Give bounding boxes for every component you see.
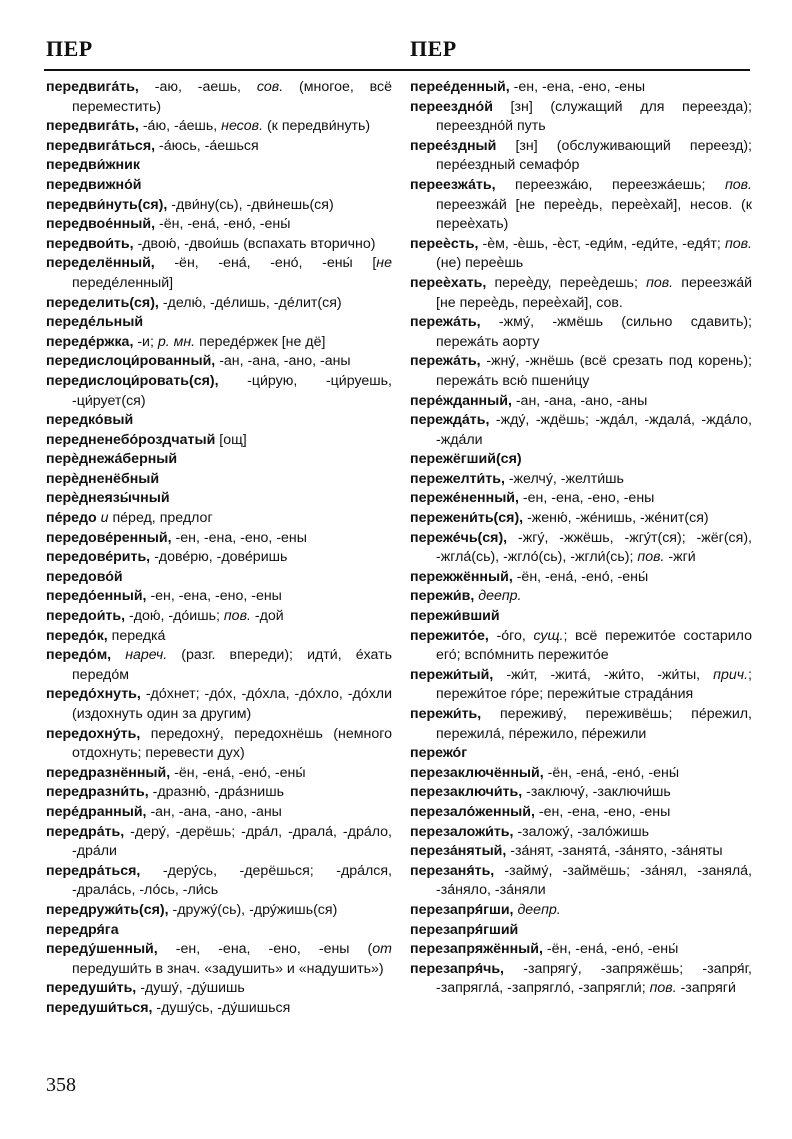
entry-text: [ощ]: [215, 431, 247, 448]
entry-text: -дою́, -до́ишь;: [125, 608, 224, 625]
dictionary-entry: [410, 470, 752, 490]
grammar-label: пов.: [223, 608, 251, 625]
dictionary-entry: [46, 176, 392, 196]
grammar-label: от: [372, 941, 392, 958]
headword: перезаключённый,: [410, 764, 544, 781]
headword: передо́м,: [46, 647, 112, 664]
headword: переделённый,: [46, 255, 155, 272]
dictionary-entry: [46, 587, 392, 607]
grammar-label: пов.: [724, 176, 752, 193]
headword: передохну́ть,: [46, 725, 141, 742]
entry-text: -дви́ну(сь), -дви́нешь(ся): [167, 196, 334, 213]
dictionary-entry: [410, 587, 752, 607]
entry-text: -ан, -ана, -ано, -аны: [511, 392, 648, 409]
dictionary-entry: [410, 921, 752, 941]
dictionary-entry: [46, 783, 392, 803]
entry-text: -дразню́, -дра́знишь: [148, 784, 284, 801]
headword: передвижно́й: [46, 176, 142, 193]
entry-text: передуши́ть в знач. «задушить» и «надушить»): [72, 960, 384, 977]
headword: пережи́вший: [410, 608, 500, 625]
entry-text: -делю́, -де́лишь, -де́лит(ся): [158, 294, 342, 311]
dictionary-entry: [46, 823, 392, 862]
dictionary-entry: [410, 862, 752, 901]
grammar-label: деепр.: [478, 588, 522, 605]
entry-text: -ен, -ена, -ено, -ены: [146, 588, 282, 605]
grammar-label: пов.: [637, 549, 665, 566]
entry-text: -жну́, -жнёшь (всё срезать под корень); пережа́ть всю́ пшени́цу: [436, 353, 752, 389]
entry-text: -дове́рю, -дове́ришь: [150, 549, 288, 566]
headword: переѐхать,: [410, 274, 487, 291]
dictionary-entry: [46, 548, 392, 568]
entry-text: -ён, -ена́, -ено́, -ены́: [170, 764, 306, 781]
headword: передвига́ться,: [46, 137, 156, 154]
dictionary-entry: [46, 333, 392, 353]
entry-text: -желчу́, -желти́шь: [504, 470, 624, 487]
headword: пережито́е,: [410, 627, 489, 644]
headword: передвое́нный,: [46, 216, 156, 233]
headword: передои́ть,: [46, 608, 126, 625]
dictionary-entry: [46, 431, 392, 451]
headword: переде́ржка,: [46, 333, 134, 350]
entry-text: -ан, -ана, -ано, -аны: [215, 353, 351, 370]
headword: перезало́женный,: [410, 803, 535, 820]
grammar-label: пов.: [646, 274, 674, 291]
headword: пережо́г: [410, 745, 468, 762]
headword: передуши́ть,: [46, 980, 137, 997]
entry-text: -деру́сь, -дерёшься; -дра́лся, -драла́сь, -ло́сь, -ли́сь: [72, 862, 392, 899]
entry-text: -жму́, -жмёшь (сильно сдавить); пережа́ть аорту: [436, 314, 752, 350]
dictionary-column-left: [46, 78, 392, 1019]
headword: передове́рить,: [46, 549, 151, 566]
headword: пережа́ть,: [410, 314, 481, 331]
entry-text: -ён, -ена́, -ено́, -ены́: [542, 941, 679, 958]
headword: перее́здный: [410, 137, 497, 154]
entry-text: -ён, -ена́, -ено́, -ены́: [155, 216, 291, 233]
entry-text: переѐду, переѐдешь;: [486, 274, 647, 291]
dictionary-entry: [46, 607, 392, 627]
headword: передра́ться,: [46, 862, 141, 879]
entry-text: -ци́рую, -ци́руешь, -ци́рует(ся): [72, 372, 392, 409]
dictionary-entry: [410, 411, 752, 450]
headword: передуши́ться,: [46, 999, 153, 1016]
entry-text: -заключу́, -заключи́шь: [522, 784, 671, 801]
entry-text: -аю, -аешь,: [138, 79, 257, 95]
dictionary-entry: [410, 235, 752, 274]
dictionary-entry: [410, 901, 752, 921]
entry-text: [зн] (обслуживающий переезд); пере́ездный семафо́р: [436, 137, 752, 174]
headword: переже́чь(ся),: [410, 529, 508, 546]
grammar-label: нареч.: [125, 647, 168, 664]
headword: передвига́ть,: [46, 79, 139, 95]
dictionary-entry: [410, 313, 752, 352]
dictionary-entry: [410, 137, 752, 176]
headword: перезапря́гши,: [410, 901, 514, 918]
dictionary-entry: [46, 940, 392, 979]
headword: пережёгший(ся): [410, 451, 522, 468]
entry-text: -запрягу́, -запряжёшь; -запря́г, -запрягла́, -запрягло́, -запрягли́;: [436, 960, 752, 997]
grammar-label: прич.: [713, 666, 749, 683]
entry-text: [111, 647, 125, 663]
entry-text: -заложу́, -зало́жишь: [513, 823, 649, 840]
entry-text: -ен, -ена, -ено, -ены: [518, 490, 655, 507]
headword: переделить(ся),: [46, 294, 159, 311]
entry-text: ; пережи́тое го́ре; пережи́тые страда́ния: [436, 666, 752, 703]
entry-text: -а́ю, -а́ешь,: [138, 118, 222, 135]
entry-text: -ён, -ена́, -ено́, -ены́ [: [154, 255, 377, 272]
headword: пережени́ть(ся),: [410, 510, 524, 527]
headword: пережда́ть,: [410, 412, 490, 429]
dictionary-entry: [46, 529, 392, 549]
headword: переде́льный: [46, 314, 144, 331]
entry-text: -а́юсь, -а́ешься: [155, 137, 259, 154]
headword: передви́жник: [46, 157, 140, 174]
grammar-label: и: [100, 510, 109, 527]
dictionary-entry: [410, 509, 752, 529]
dictionary-entry: [46, 568, 392, 588]
headword: передвига́ть,: [46, 118, 139, 135]
headword: передове́ренный,: [46, 529, 172, 546]
headword: передо́хнуть,: [46, 686, 141, 703]
headword: перѐднежа́берный: [46, 451, 178, 468]
headword: пере́дранный,: [46, 803, 147, 820]
running-head-left: ПЕР: [46, 36, 93, 61]
dictionary-entry: [46, 156, 392, 176]
dictionary-entry: [410, 842, 752, 862]
dictionary-entry: [410, 352, 752, 391]
entry-text: переживу́, переживёшь; пе́режил, пережила́, пе́режило, пе́режили: [436, 706, 752, 742]
headword: перезаключи́ть,: [410, 784, 523, 801]
entry-text: -ан, -ана, -ано, -аны: [146, 803, 282, 820]
headword: передвои́ть,: [46, 235, 134, 252]
dictionary-entry: [46, 999, 392, 1019]
headword: пере́жданный,: [410, 392, 512, 409]
headword: перее́денный,: [410, 79, 510, 95]
entry-text: -ен, -ена, -ено, -ены: [171, 529, 307, 546]
dictionary-entry: [46, 509, 392, 529]
dictionary-entry: [46, 235, 392, 255]
entry-text: [зн] (служащий для переезда); переездно́й путь: [436, 98, 752, 135]
headword: переду́шенный,: [46, 941, 158, 958]
dictionary-entry: [46, 196, 392, 216]
entry-text: -женю́, -же́нишь, -же́нит(ся): [523, 510, 709, 527]
entry-text: переезжа́й [не переѐдь, переѐхай], несов. (к переѐхать): [436, 196, 752, 233]
running-head-right: ПЕР: [410, 36, 457, 61]
headword: передразни́ть,: [46, 784, 149, 801]
dictionary-entry: [410, 450, 752, 470]
dictionary-entry: [46, 470, 392, 490]
dictionary-entry: [46, 803, 392, 823]
entry-text: -о́го,: [488, 627, 534, 644]
headword: пережжённый,: [410, 568, 513, 585]
headword: переза́нятый,: [410, 843, 507, 860]
grammar-label: пов.: [649, 980, 677, 997]
dictionary-column-right: [410, 78, 752, 999]
grammar-label: деепр.: [517, 901, 561, 918]
headword: пережи́ть,: [410, 706, 482, 722]
entry-text: переде́ленный]: [72, 274, 174, 291]
dictionary-entry: [46, 725, 392, 764]
headword: передко́вый: [46, 412, 134, 429]
headword: пережи́в,: [410, 588, 475, 605]
dictionary-entry: [410, 764, 752, 784]
headword: пережи́тый,: [410, 666, 494, 683]
dictionary-entry: [410, 783, 752, 803]
dictionary-entry: [410, 705, 752, 744]
headword: переѐсть,: [410, 235, 479, 252]
entry-text: -двою́, -двои́шь (вспахать вторично): [133, 235, 376, 252]
headword: перѐдненёбный: [46, 470, 160, 487]
dictionary-entry: [410, 274, 752, 313]
grammar-label: сов.: [256, 79, 284, 95]
entry-text: -дой: [250, 608, 284, 625]
entry-text: -ен, -ена, -ено, -ены (: [157, 941, 373, 958]
dictionary-entry: [46, 862, 392, 901]
dictionary-entry: [46, 979, 392, 999]
headword: передненебо́роздчатый: [46, 431, 216, 448]
headword: перезаложи́ть,: [410, 823, 514, 840]
entry-text: -ен, -ена, -ено, -ены: [509, 79, 646, 95]
entry-text: -душу́сь, -ду́шишься: [152, 999, 291, 1016]
entry-text: (многое, всё переместить): [72, 79, 392, 115]
entry-text: передохну́, передохнёшь (немного отдохнуть; перевести дух): [72, 725, 392, 762]
headword: передо́к,: [46, 627, 108, 644]
headword: передо́енный,: [46, 588, 147, 605]
dictionary-entry: [46, 450, 392, 470]
headword: передра́ть,: [46, 823, 125, 840]
entry-text: переде́ржек [не дё]: [195, 333, 326, 350]
dictionary-entry: [410, 627, 752, 666]
headword: передово́й: [46, 568, 123, 585]
headword: перезапря́чь,: [410, 960, 504, 977]
headword: передислоци́ровать(ся),: [46, 372, 219, 389]
dictionary-entry: [46, 372, 392, 411]
headword: переезжа́ть,: [410, 176, 496, 193]
dictionary-entry: [46, 117, 392, 137]
dictionary-entry: [46, 901, 392, 921]
entry-text: переезжа́й [не переѐдь, переѐхай], сов.: [436, 274, 752, 311]
entry-text: ; всё пережито́е состарило его́; вспо́мнить пережито́е: [436, 627, 752, 664]
dictionary-entry: [410, 392, 752, 412]
entry-text: -душу́, -ду́шишь: [136, 980, 245, 997]
dictionary-entry: [46, 215, 392, 235]
dictionary-entry: [46, 411, 392, 431]
dictionary-entry: [410, 489, 752, 509]
headword: переездно́й: [410, 98, 493, 115]
headword: перезапря́гший: [410, 921, 519, 938]
entry-text: -жи́т, -жита́, -жи́то, -жи́ты,: [493, 666, 714, 683]
entry-text: -за́нят, -занята́, -за́нято, -за́няты: [506, 843, 723, 860]
grammar-label: несов.: [221, 118, 264, 135]
headword: перезапряжённый,: [410, 941, 543, 958]
page-number: 358: [46, 1074, 76, 1096]
grammar-label: сущ.: [533, 627, 564, 644]
dictionary-entry: [410, 529, 752, 568]
dictionary-entry: [46, 489, 392, 509]
headword: пережа́ть,: [410, 353, 481, 370]
headword: передислоци́рованный,: [46, 353, 216, 370]
grammar-label: р. мн.: [157, 333, 196, 350]
entry-text: передка́: [107, 627, 166, 644]
headword: передружи́ть(ся),: [46, 901, 169, 918]
dictionary-entry: [46, 137, 392, 157]
entry-text: -дружу́(сь), -дру́жишь(ся): [168, 901, 338, 918]
dictionary-entry: [46, 921, 392, 941]
dictionary-entry: [410, 98, 752, 137]
entry-text: переезжа́ю, переезжа́ешь;: [495, 176, 725, 193]
entry-text: -и;: [133, 333, 158, 350]
dictionary-entry: [46, 627, 392, 647]
grammar-label: пов.: [724, 235, 752, 252]
dictionary-entry: [410, 78, 752, 98]
headword: переже́ненный,: [410, 490, 519, 507]
dictionary-entry: [46, 254, 392, 293]
entry-text: -займу́, -займёшь; -за́нял, -заняла́, -за́няло, -за́няли: [436, 862, 752, 899]
entry-text: -ен, -ена, -ено, -ены: [534, 803, 671, 820]
headword: передразнённый,: [46, 764, 171, 781]
header-rule: [44, 69, 750, 71]
headword: перезаня́ть,: [410, 862, 495, 879]
entry-text: -жду́, -ждёшь; -жда́л, -ждала́, -жда́ло, -жда́ли: [436, 412, 752, 448]
headword: пе́редо: [46, 510, 97, 527]
dictionary-entry: [46, 685, 392, 724]
entry-text: -жгу́, -жжёшь, -жгу́т(ся); -жёг(ся), -жгла́(сь), -жгло́(сь), -жгли́(сь);: [436, 529, 752, 566]
headword: пережелти́ть,: [410, 470, 505, 487]
dictionary-entry: [46, 78, 392, 117]
entry-text: -жги́: [664, 549, 696, 566]
headword: передря́га: [46, 921, 119, 938]
entry-text: -деру́, -дерёшь; -дра́л, -драла́, -дра́ло, -дра́ли: [72, 823, 392, 860]
entry-text: -до́хнет; -до́х, -до́хла, -до́хло, -до́хли (издохнуть один за другим): [72, 686, 392, 722]
entry-text: -запряги́: [676, 980, 736, 997]
dictionary-entry: [46, 646, 392, 685]
dictionary-entry: [410, 176, 752, 235]
headword: перѐднеязы́чный: [46, 490, 170, 507]
dictionary-entry: [410, 823, 752, 843]
entry-text: -ён, -ена́, -ено́, -ены́: [512, 568, 649, 585]
dictionary-entry: [410, 607, 752, 627]
dictionary-entry: [410, 568, 752, 588]
dictionary-entry: [46, 313, 392, 333]
dictionary-entry: [410, 803, 752, 823]
entry-text: (к передви́нуть): [263, 118, 371, 135]
dictionary-entry: [46, 294, 392, 314]
dictionary-entry: [410, 666, 752, 705]
entry-text: (не) переѐшь: [436, 255, 524, 272]
dictionary-entry: [410, 960, 752, 999]
headword: передви́нуть(ся),: [46, 196, 168, 213]
entry-text: (разг. впереди); идти́, е́хать передо́м: [72, 647, 392, 683]
entry-text: -ён, -ена́, -ено́, -ены́: [543, 764, 680, 781]
dictionary-entry: [410, 940, 752, 960]
entry-text: пе́ред, предлог: [108, 510, 213, 527]
dictionary-entry: [46, 352, 392, 372]
entry-text: -ѐм, -ѐшь, -ѐст, -еди́м, -еди́те, -едя́т;: [478, 235, 725, 252]
dictionary-entry: [46, 764, 392, 784]
grammar-label: не: [376, 255, 392, 272]
dictionary-entry: [410, 744, 752, 764]
